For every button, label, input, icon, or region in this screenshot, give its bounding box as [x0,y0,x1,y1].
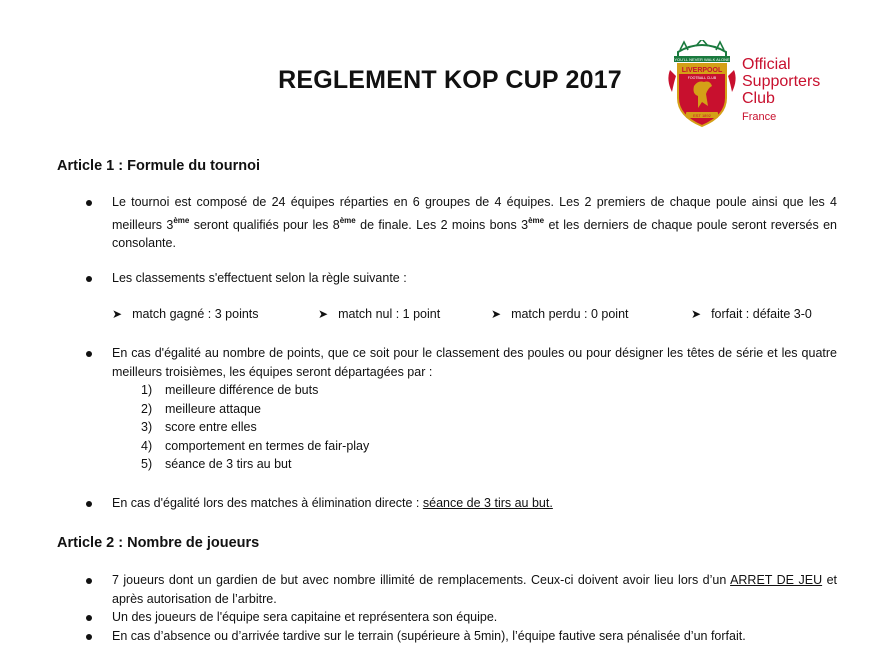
arrow-bullet-icon: ➤ [112,307,123,321]
rule-item: ➤ forfait : défaite 3-0 [691,307,812,321]
arrow-bullet-icon: ➤ [491,307,502,321]
bullet-icon [86,634,94,642]
supporters-club-logo-text: Official Supporters Club France [742,56,821,123]
crest-name: LIVERPOOL [681,67,723,74]
list-item: 1) meilleure différence de buts [141,383,319,397]
article-1-paragraph-3: En cas d'égalité au nombre de points, que ce soit pour le classement des poules ou pour désigner les têtes de série et les quatre meilleurs troisièmes, les équipes seront départagées par : [112,346,837,379]
list-item: 2) meilleure attaque [141,401,261,416]
article-1-heading: Article 1 : Formule du tournoi [57,158,261,174]
document-title: REGLEMENT KOP CUP 2017 [278,66,622,94]
article-2-paragraph-1: 7 joueurs dont un gardien de but avec nombre illimité de remplacements. Ceux-ci doivent avoir lieu lors d’un ARRET DE JEU et après autorisation de l’arbitre. [112,573,837,606]
crest-year: EST 1892 [693,113,711,118]
crest-sub: FOOTBALL CLUB [687,76,717,80]
article-2-heading: Article 2 : Nombre de joueurs [57,535,260,551]
tie-break-criteria-list [141,381,369,474]
article-2-paragraph-3: En cas d’absence ou d’arrivée tardive sur le terrain (supérieure à 5min), l’équipe fautive sera pénalisée d’un forfait. [112,629,746,643]
bullet-icon [86,578,94,586]
article-1-paragraph-2: Les classements s'effectuent selon la règle suivante : [112,271,407,285]
article-1-paragraph-1: Le tournoi est composé de 24 équipes réparties en 6 groupes de 4 équipes. Les 2 premiers de chaque poule ainsi que les 4 meilleurs 3ème seront qualifiés pour les 8ème de finale. Les 2 moins bons 3ème et les derniers de chaque poule seront reversés en consolante. [112,195,838,250]
bullet-icon [86,351,94,359]
list-item: 4) comportement en termes de fair-play [141,438,370,453]
rule-item: ➤ match gagné : 3 points [112,307,259,321]
bullet-icon [86,615,94,623]
rule-item: ➤ match perdu : 0 point [491,307,629,321]
arrow-bullet-icon: ➤ [318,307,329,321]
bullet-icon [86,200,94,208]
bullet-icon [86,501,94,509]
crest-motto: YOU'LL NEVER WALK ALONE [674,57,730,62]
article-2-paragraph-2: Un des joueurs de l'équipe sera capitaine et représentera son équipe. [112,610,498,624]
list-item: 3) score entre elles [141,420,257,434]
article-1-paragraph-4: En cas d'égalité lors des matches à élimination directe : séance de 3 tirs au but. [112,496,553,510]
bullet-icon [86,276,94,284]
rule-item: ➤ match nul : 1 point [318,307,441,321]
arrow-bullet-icon: ➤ [691,307,702,321]
list-item: 5) séance de 3 tirs au but [141,457,292,471]
